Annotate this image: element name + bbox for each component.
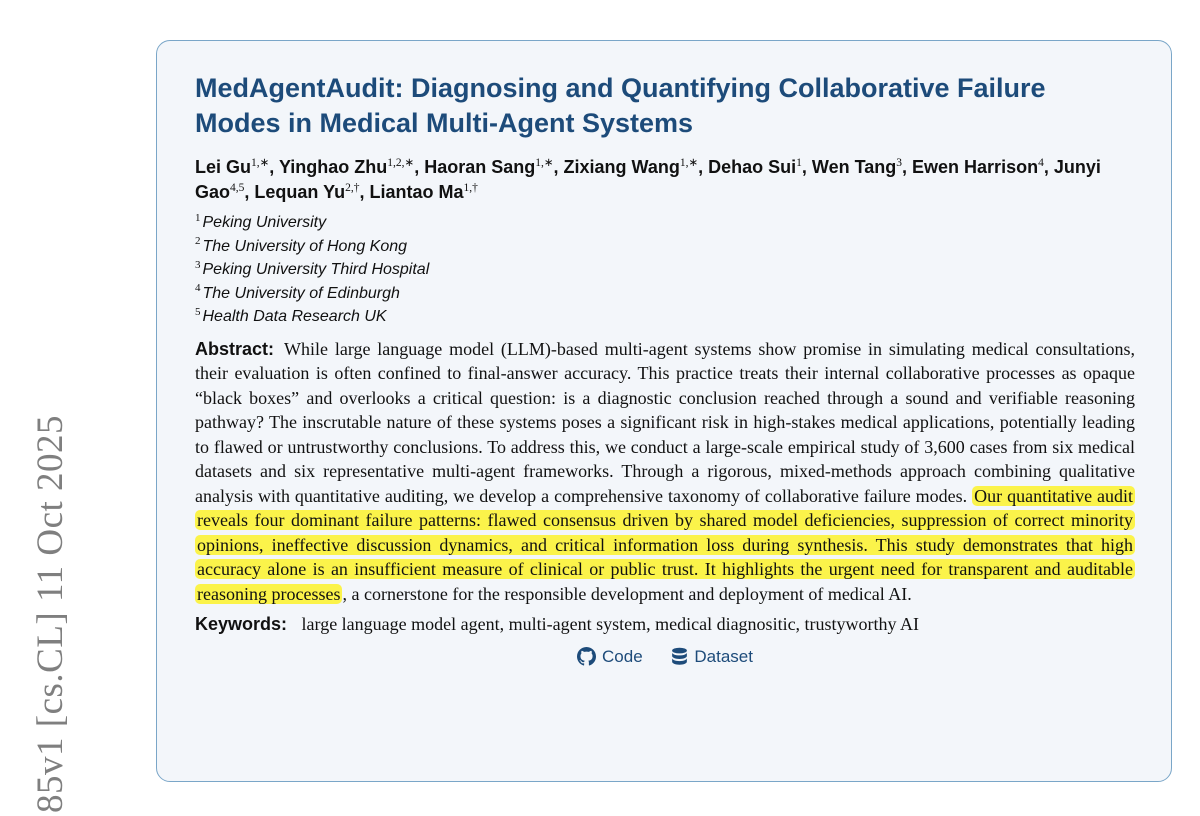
affiliation-number: 5 — [195, 305, 201, 318]
author — [279, 157, 414, 177]
github-icon — [577, 647, 596, 666]
paper-card — [156, 40, 1172, 782]
author — [254, 182, 359, 202]
author-name: Liantao Ma — [369, 182, 464, 202]
author — [812, 157, 902, 177]
arxiv-stamp: 85v1 [cs.CL] 11 Oct 2025 — [30, 414, 71, 813]
affiliation-name: The University of Hong Kong — [202, 237, 408, 255]
author-affiliation-mark: 3 — [896, 157, 903, 169]
keywords-text: large language model agent, multi-agent system, medical diagnositic, trustyworthy AI — [301, 614, 920, 634]
abstract-highlight: Our quantitative audit reveals four dominant failure patterns: flawed consensus driven by shared model deficiencies, suppression of correct minority opinions, ineffective discussion dynamics, and critical information loss during synthesis. This study demonstrates that high accuracy alone is an insufficient measure of clinical or public trust. It highlights the urgent need for transparent and auditable reasoning processes — [197, 485, 1133, 604]
affiliation — [195, 235, 1135, 259]
author-name: Lequan Yu — [254, 182, 346, 202]
affiliation — [195, 211, 1135, 235]
author — [564, 157, 699, 177]
author-name: Ewen Harrison — [912, 157, 1039, 177]
affiliation-number: 2 — [195, 235, 201, 248]
code-link[interactable] — [577, 647, 643, 667]
keywords-label: Keywords: — [195, 614, 288, 634]
abstract-text-end: , a cornerstone for the responsible development and deployment of medical AI. — [342, 583, 912, 604]
affiliation-number: 1 — [195, 211, 201, 224]
author-name: Dehao Sui — [708, 157, 797, 177]
keywords — [195, 612, 1135, 637]
author-affiliation-mark: 1,∗ — [535, 157, 554, 169]
author-affiliation-mark: 4 — [1038, 157, 1044, 169]
author-affiliation-mark: 4,5 — [230, 182, 245, 194]
affiliation-list — [195, 211, 1135, 329]
author-affiliation-mark: 1,† — [463, 182, 478, 194]
abstract — [195, 337, 1135, 607]
author-affiliation-mark: 1,∗ — [251, 157, 270, 169]
abstract-text: While large language model (LLM)-based multi-agent systems show promise in simulating medical consultations, their evaluation is often confined to final-answer accuracy. This practice treats their internal collaborative processes as opaque “black boxes” and overlooks a critical question: is a diagnostic conclusion reached through a sound and verifiable reasoning pathway? The inscrutable nature of these systems poses a significant risk in high-stakes medical applications, potentially leading to flawed or untrustworthy conclusions. To address this, we conduct a large-scale empirical study of 3,600 cases from six medical datasets and six representative multi-agent frameworks. Through a rigorous, mixed-methods approach combining qualitative analysis with quantitative auditing, we develop a comprehensive taxonomy of collaborative failure modes. — [195, 338, 1135, 506]
affiliation — [195, 282, 1135, 306]
database-icon — [671, 647, 688, 666]
author — [369, 182, 477, 202]
abstract-label: Abstract: — [195, 338, 275, 359]
affiliation-name: Peking University Third Hospital — [202, 261, 430, 278]
author-name: Junyi Gao — [195, 157, 1101, 202]
dataset-link-label: Dataset — [694, 646, 753, 666]
dataset-link[interactable] — [671, 647, 753, 667]
author-name: Haoran Sang — [424, 157, 536, 177]
author-affiliation-mark: 1,∗ — [679, 157, 699, 169]
affiliation-number: 4 — [195, 282, 201, 295]
affiliation — [195, 258, 1135, 282]
author-list: Lei $Gu^{1,∗}$, Yinghao Zhu$^{1,2,∗}$, Haoran Sang$^{1,∗}$, Zixiang Wang$^{1,∗}$, Dehao Sui$^1$, Wen Tang$^3$, Ewen Harrison$^4$, Junyi Gao$^{4,5}$, Lequan $Yu^{2,\dagger}$, Liantao $Ma^{1,\dagger}$ — [195, 157, 1101, 202]
links-row — [195, 647, 1135, 672]
affiliation-number: 3 — [195, 258, 201, 271]
author-affiliation-mark: 1,2,∗ — [387, 157, 415, 169]
author-affiliation-mark: 1 — [796, 157, 802, 169]
affiliation-name: Health Data Research UK — [202, 308, 387, 325]
affiliation-name: The University of Edinburgh — [202, 284, 400, 302]
author — [424, 157, 553, 177]
author — [912, 157, 1044, 177]
author-name: Lei Gu — [195, 157, 252, 177]
author-affiliation-mark: 2,† — [345, 182, 360, 194]
paper-title: MedAgentAudit: Diagnosing and Quantifying Collaborative Failure Modes in Medical Multi-Agent Systems — [195, 73, 1046, 138]
affiliation-name: Peking University — [202, 214, 327, 231]
affiliation — [195, 305, 1135, 329]
author-name: Wen Tang — [811, 157, 897, 177]
author — [708, 157, 802, 177]
author-name: Zixiang Wang — [563, 157, 680, 177]
author-name: Yinghao Zhu — [278, 157, 388, 177]
author — [195, 157, 269, 177]
code-link-label: Code — [602, 646, 643, 666]
